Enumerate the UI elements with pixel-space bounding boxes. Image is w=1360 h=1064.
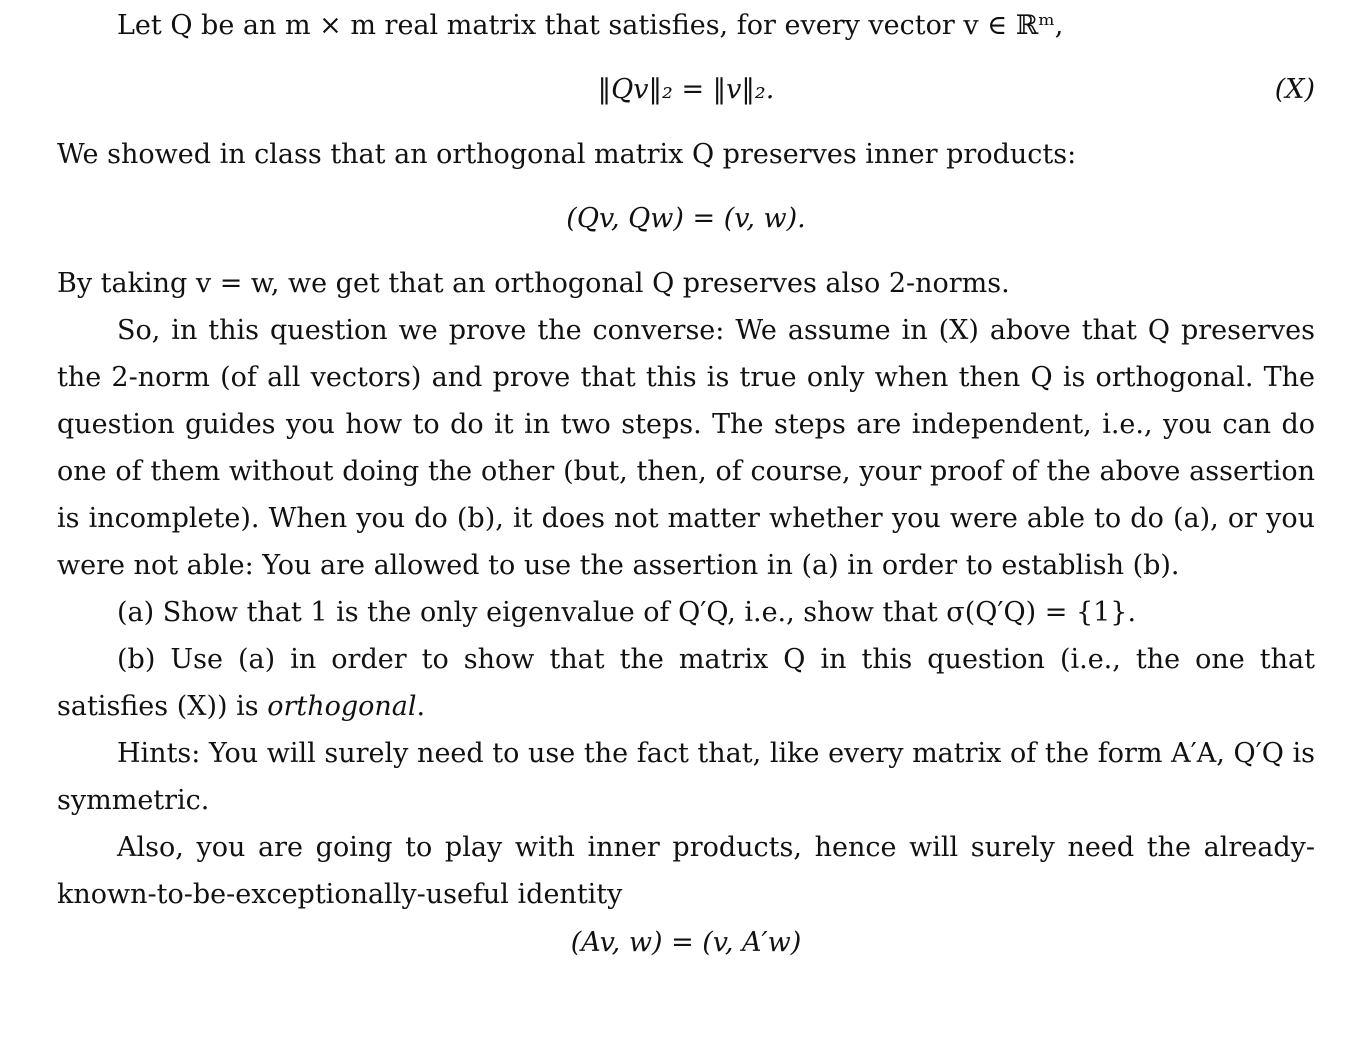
part-a-paragraph: (a) Show that 1 is the only eigenvalue of Q′Q, i.e., show that σ(Q′Q) = {1}. (117, 597, 1137, 628)
part-b-paragraph (57, 636, 1315, 730)
intro-paragraph: Let Q be an m × m real matrix that satisfies, for every vector v ∈ ℝᵐ, (117, 10, 1064, 41)
part-b-text: (b) Use (a) in order to show that the matrix Q in this question (i.e., the one that satisfies (X)) is (57, 644, 1315, 722)
equation-inner-product-formula: (Qv, Qw) = (v, w). (566, 203, 806, 234)
hints-paragraph: Hints: You will surely need to use the fact that, like every matrix of the form A′A, Q′Q is symmetric. (57, 738, 1315, 816)
equation-adjoint (57, 918, 1315, 968)
equation-inner-product (57, 178, 1315, 260)
document-page (57, 0, 1315, 968)
also-paragraph: Also, you are going to play with inner products, hence will surely need the already-known-to-be-exceptionally-useful identity (57, 832, 1315, 910)
inner-products-paragraph: We showed in class that an orthogonal matrix Q preserves inner products: (57, 139, 1077, 170)
equation-x-label: (X) (1274, 74, 1315, 105)
part-b-emphasis: orthogonal (267, 691, 417, 722)
equation-x (57, 49, 1315, 131)
taking-paragraph: By taking v = w, we get that an orthogonal Q preserves also 2-norms. (57, 268, 1010, 299)
part-b-end: . (416, 691, 426, 722)
equation-adjoint-formula: (Av, w) = (v, A′w) (570, 927, 802, 958)
converse-paragraph: So, in this question we prove the converse: We assume in (X) above that Q preserves the 2-norm (of all vectors) and prove that this is true only when then Q is orthogonal. The question guides you how to do it in two steps. The steps are independent, i.e., you can do one of them without doing the other (but, then, of course, your proof of the above assertion is incomplete). When you do (b), it does not matter whether you were able to do (a), or you were not able: You are allowed to use the assertion in (a) in order to establish (b). (57, 315, 1315, 581)
equation-x-formula: ‖Qv‖₂ = ‖v‖₂. (597, 74, 775, 105)
